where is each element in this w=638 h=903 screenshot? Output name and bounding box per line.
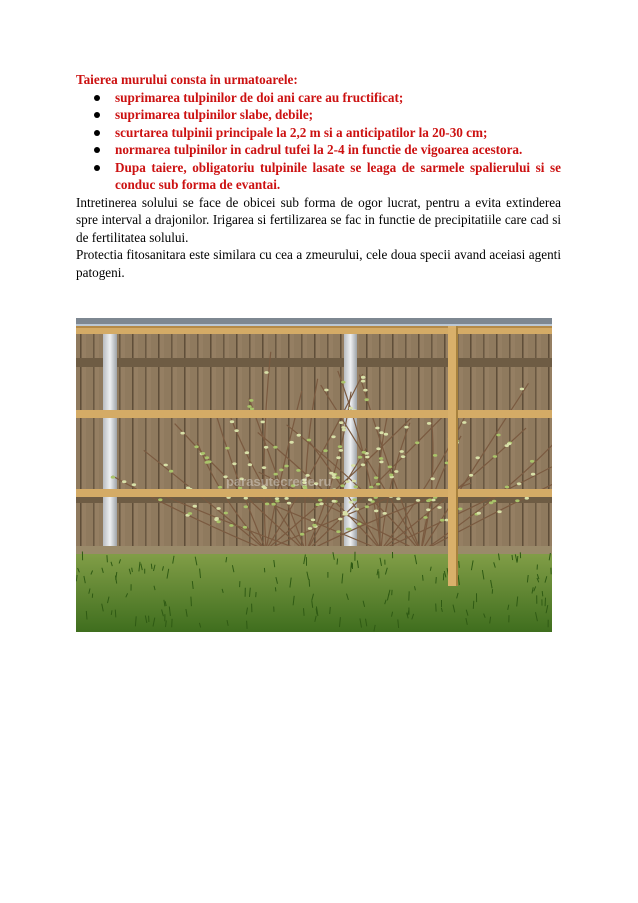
- leaf-bud: [336, 476, 340, 479]
- leaf-bud: [188, 512, 192, 515]
- leaf-bud: [284, 497, 288, 500]
- leaf-bud: [369, 486, 373, 489]
- leaf-bud: [361, 463, 365, 466]
- leaf-bud: [338, 445, 342, 448]
- leaf-bud: [352, 480, 356, 483]
- leaf-bud: [341, 381, 345, 384]
- leaf-bud: [194, 445, 198, 448]
- grass-blade: [330, 607, 331, 614]
- grass-blade: [132, 568, 133, 572]
- leaf-bud: [275, 497, 279, 500]
- leaf-bud: [164, 464, 168, 467]
- leaf-bud: [324, 389, 328, 392]
- leaf-bud: [383, 512, 387, 515]
- leaf-bud: [469, 474, 473, 477]
- leaf-bud: [230, 420, 234, 423]
- leaf-bud: [462, 421, 466, 424]
- leaf-bud: [248, 463, 252, 466]
- leaf-bud: [365, 505, 369, 508]
- leaf-bud: [505, 486, 509, 489]
- leaf-bud: [354, 485, 358, 488]
- leaf-bud: [323, 449, 327, 452]
- leaf-bud: [186, 487, 190, 490]
- leaf-bud: [440, 519, 444, 522]
- leaf-bud: [232, 462, 236, 465]
- leaf-bud: [205, 456, 209, 459]
- leaf-bud: [368, 498, 372, 501]
- leaf-bud: [342, 429, 346, 432]
- leaf-bud: [388, 466, 392, 469]
- leaf-bud: [493, 455, 497, 458]
- leaf-bud: [423, 516, 427, 519]
- leaf-bud: [349, 501, 353, 504]
- bullet-icon: [94, 130, 100, 136]
- leaf-bud: [415, 441, 419, 444]
- roof-edge: [76, 318, 552, 324]
- leaf-bud: [339, 421, 343, 424]
- leaf-bud: [207, 460, 211, 463]
- leaf-bud: [229, 524, 233, 527]
- leaf-bud: [265, 503, 269, 506]
- section-heading: Taierea murului consta in urmatoarele:: [76, 72, 298, 87]
- leaf-bud: [384, 433, 388, 436]
- leaf-bud: [307, 439, 311, 442]
- bullet-icon: [94, 147, 100, 153]
- leaf-bud: [427, 422, 431, 425]
- leaf-bud: [416, 499, 420, 502]
- list-item: Dupa taiere, obligatoriu tulpinile lasate se leaga de sarmele spalierului si se conduc sub forma de evantai.: [76, 159, 561, 194]
- leaf-bud: [261, 421, 265, 424]
- leaf-bud: [346, 528, 350, 531]
- bullet-icon: [94, 95, 100, 101]
- leaf-bud: [332, 500, 336, 503]
- leaf-bud: [349, 407, 353, 410]
- leaf-bud: [433, 454, 437, 457]
- grass-blade: [423, 575, 424, 581]
- bullet-icon: [94, 112, 100, 118]
- leaf-bud: [158, 498, 162, 501]
- leaf-bud: [401, 455, 405, 458]
- leaf-bud: [287, 502, 291, 505]
- leaf-bud: [244, 497, 248, 500]
- trellis-photo: [76, 318, 552, 632]
- leaf-bud: [312, 524, 316, 527]
- grass: [76, 548, 552, 632]
- grass-blade: [542, 591, 543, 596]
- leaf-bud: [308, 527, 312, 530]
- grass-blade: [459, 561, 460, 568]
- grass-blade: [151, 564, 152, 569]
- leaf-bud: [394, 470, 398, 473]
- leaf-bud: [336, 456, 340, 459]
- list-item: normarea tulpinilor in cadrul tufei la 2-4 in functie de vigoarea acestora.: [76, 141, 561, 159]
- leaf-bud: [341, 426, 345, 429]
- leaf-bud: [284, 465, 288, 468]
- leaf-bud: [352, 498, 356, 501]
- soil-strip: [76, 546, 552, 554]
- leaf-bud: [316, 503, 320, 506]
- leaf-bud: [122, 480, 126, 483]
- grass-blade: [512, 555, 513, 560]
- grass-blade: [111, 610, 112, 615]
- grass-blade: [473, 601, 474, 609]
- leaf-bud: [243, 526, 247, 529]
- watermark-text: parasutecrede.ru: [226, 474, 332, 489]
- leaf-bud: [357, 523, 361, 526]
- maintenance-paragraph: Intretinerea solului se face de obicei sub forma de ogor lucrat, pentru a evita extinderea spre interval a drajonilor. Irigarea si fertilizarea se fac in functie de precipitatiile care cad si de fertilitatea solului.: [76, 194, 561, 245]
- grass-blade: [275, 587, 276, 591]
- grass-blade: [309, 579, 310, 587]
- list-item: scurtarea tulpinii principale la 2,2 m si a anticipatilor la 20-30 cm;: [76, 124, 561, 142]
- metal-post-left: [103, 326, 117, 576]
- grass-blade: [86, 611, 87, 620]
- leaf-bud: [428, 499, 432, 502]
- leaf-bud: [496, 434, 500, 437]
- leaf-bud: [216, 520, 220, 523]
- list-item: suprimarea tulpinilor de doi ani care au fructificat;: [76, 89, 561, 107]
- leaf-bud: [225, 447, 229, 450]
- leaf-bud: [375, 427, 379, 430]
- leaf-bud: [437, 506, 441, 509]
- leaf-bud: [234, 429, 238, 432]
- leaf-bud: [530, 460, 534, 463]
- grass-blade: [517, 556, 518, 562]
- leaf-bud: [264, 446, 268, 449]
- leaf-bud: [249, 399, 253, 402]
- leaf-bud: [497, 510, 501, 513]
- grass-blade: [247, 621, 248, 629]
- leaf-bud: [111, 476, 115, 479]
- leaf-bud: [224, 512, 228, 515]
- leaf-bud: [365, 456, 369, 459]
- leaf-bud: [262, 466, 266, 469]
- pruning-steps-list: [76, 89, 561, 194]
- leaf-bud: [332, 476, 336, 479]
- leaf-bud: [525, 497, 529, 500]
- bullet-icon: [94, 165, 100, 171]
- metal-post-right: [344, 326, 357, 576]
- leaf-bud: [379, 457, 383, 460]
- leaf-bud: [431, 477, 435, 480]
- trellis-lower-beam: [76, 489, 552, 497]
- grass-blade: [304, 608, 305, 616]
- leaf-bud: [244, 505, 248, 508]
- leaf-bud: [379, 461, 383, 464]
- leaf-bud: [531, 473, 535, 476]
- leaf-bud: [396, 497, 400, 500]
- leaf-bud: [273, 446, 277, 449]
- leaf-bud: [374, 476, 378, 479]
- trellis-middle-beam: [76, 410, 552, 418]
- leaf-bud: [515, 499, 519, 502]
- grass-blade: [115, 610, 116, 618]
- leaf-bud: [340, 484, 344, 487]
- leaf-bud: [345, 480, 349, 483]
- leaf-bud: [271, 503, 275, 506]
- leaf-bud: [250, 408, 254, 411]
- leaf-bud: [169, 470, 173, 473]
- document-body: [76, 71, 561, 281]
- fence-rail-top: [76, 358, 552, 367]
- leaf-bud: [458, 508, 462, 511]
- leaf-bud: [477, 512, 481, 515]
- leaf-bud: [376, 447, 380, 450]
- leaf-bud: [351, 464, 355, 467]
- leaf-bud: [193, 505, 197, 508]
- leaf-bud: [343, 511, 347, 514]
- leaf-bud: [400, 450, 404, 453]
- leaf-bud: [339, 449, 343, 452]
- leaf-bud: [201, 452, 205, 455]
- leaf-bud: [132, 483, 136, 486]
- leaf-bud: [374, 510, 378, 513]
- leaf-bud: [365, 398, 369, 401]
- leaf-bud: [361, 380, 365, 383]
- leaf-bud: [336, 530, 340, 533]
- leaf-bud: [379, 431, 383, 434]
- leaf-bud: [363, 389, 367, 392]
- leaf-bud: [216, 507, 220, 510]
- leaf-bud: [476, 456, 480, 459]
- leaf-bud: [180, 432, 184, 435]
- leaf-bud: [247, 405, 251, 408]
- leaf-bud: [376, 483, 380, 486]
- grass-blade: [337, 559, 338, 565]
- leaf-bud: [338, 518, 342, 521]
- leaf-bud: [361, 376, 365, 379]
- grass-blade: [436, 577, 437, 583]
- list-item: suprimarea tulpinilor slabe, debile;: [76, 106, 561, 124]
- leaf-bud: [358, 456, 362, 459]
- leaf-bud: [507, 442, 511, 445]
- leaf-bud: [218, 486, 222, 489]
- leaf-bud: [215, 517, 219, 520]
- phytosanitary-paragraph: Protectia fitosanitara este similara cu cea a zmeurului, cele doua specii avand aceiasi agenti patogeni.: [76, 247, 561, 280]
- leaf-bud: [245, 451, 249, 454]
- leaf-bud: [311, 519, 315, 522]
- leaf-bud: [275, 500, 279, 503]
- leaf-bud: [332, 473, 336, 476]
- leaf-bud: [296, 469, 300, 472]
- leaf-bud: [297, 434, 301, 437]
- leaf-bud: [331, 435, 335, 438]
- grass-blade: [191, 597, 192, 607]
- leaf-bud: [355, 508, 359, 511]
- leaf-bud: [362, 451, 366, 454]
- leaf-bud: [300, 533, 304, 536]
- leaf-bud: [389, 474, 393, 477]
- grass-blade: [107, 555, 108, 562]
- leaf-bud: [318, 499, 322, 502]
- leaf-bud: [426, 508, 430, 511]
- leaf-bud: [517, 482, 521, 485]
- leaf-bud: [289, 441, 293, 444]
- leaf-bud: [520, 388, 524, 391]
- leaf-bud: [264, 371, 268, 374]
- leaf-bud: [489, 501, 493, 504]
- leaf-bud: [319, 502, 323, 505]
- leaf-bud: [404, 426, 408, 429]
- leaf-bud: [279, 469, 283, 472]
